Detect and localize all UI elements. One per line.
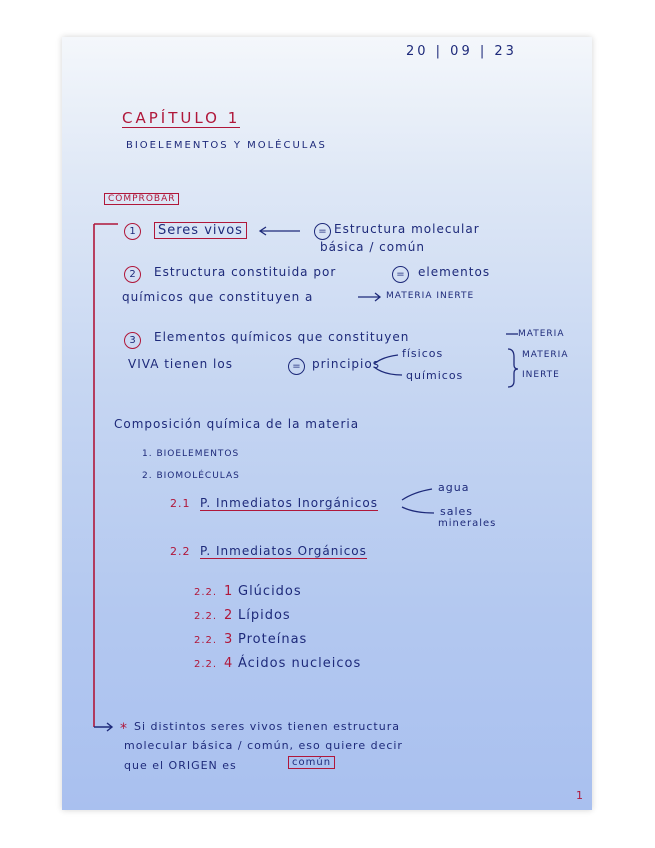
point-3-line2a: VIVA tienen los bbox=[128, 357, 233, 371]
seres-vivos-label: Seres vivos bbox=[154, 222, 247, 239]
point-3-line1: Elementos químicos que constituyen bbox=[154, 330, 410, 344]
proteinas-index: 3 bbox=[224, 632, 234, 647]
chapter-title: CAPÍTULO 1 bbox=[122, 109, 241, 127]
acidos-text: Ácidos nucleicos bbox=[238, 656, 362, 671]
proteinas-number: 2.2. bbox=[194, 635, 218, 646]
notebook-page bbox=[62, 37, 592, 810]
comprobar-label: COMPROBAR bbox=[104, 193, 179, 205]
point-1-number: 1 bbox=[124, 223, 141, 240]
point-2-line2a: químicos que constituyen a bbox=[122, 290, 314, 304]
glucidos-number: 2.2. bbox=[194, 587, 218, 598]
subitem-2-2-number: 2.2 bbox=[170, 545, 191, 558]
lipidos-index: 2 bbox=[224, 608, 234, 623]
date: 20 | 09 | 23 bbox=[406, 44, 517, 59]
agua-label: agua bbox=[438, 481, 470, 494]
minerales-label: minerales bbox=[438, 518, 497, 529]
note-comun-box: común bbox=[288, 756, 335, 769]
lipidos-text: Lípidos bbox=[238, 608, 291, 623]
point-1-text-line2: básica / común bbox=[320, 240, 426, 254]
point-3-line2b: principios bbox=[312, 357, 380, 371]
chapter-subtitle: BIOELEMENTOS Y MOLÉCULAS bbox=[126, 140, 327, 151]
point-3-number: 3 bbox=[124, 332, 141, 349]
composition-heading: Composición química de la materia bbox=[114, 417, 360, 431]
brace-inerte: INERTE bbox=[522, 370, 560, 380]
equal-symbol-2: = bbox=[392, 266, 409, 283]
note-line2: molecular básica / común, eso quiere decir bbox=[124, 739, 403, 752]
note-line3a: que el ORIGEN es bbox=[124, 759, 237, 772]
point-2-line1a: Estructura constituida por bbox=[154, 265, 337, 279]
acidos-index: 4 bbox=[224, 656, 234, 671]
quimicos-label: químicos bbox=[406, 369, 464, 382]
glucidos-text: Glúcidos bbox=[238, 584, 302, 599]
point-1-text-line1: Estructura molecular bbox=[334, 222, 480, 236]
equal-symbol-3: = bbox=[288, 358, 305, 375]
glucidos-index: 1 bbox=[224, 584, 234, 599]
proteinas-text: Proteínas bbox=[238, 632, 308, 647]
lipidos-number: 2.2. bbox=[194, 611, 218, 622]
sales-label: sales bbox=[440, 505, 474, 518]
equal-symbol-1: = bbox=[314, 223, 331, 240]
subitem-2-1-number: 2.1 bbox=[170, 497, 191, 510]
item-bioelementos: 1. BIOELEMENTOS bbox=[142, 449, 240, 459]
subitem-2-2-text: P. Inmediatos Orgánicos bbox=[200, 544, 367, 558]
brace-materia: MATERIA bbox=[522, 350, 569, 360]
point-2-number: 2 bbox=[124, 266, 141, 283]
acidos-number: 2.2. bbox=[194, 659, 218, 670]
item-biomoleculas: 2. BIOMOLÉCULAS bbox=[142, 471, 240, 481]
note-line1: Si distintos seres vivos tienen estructura bbox=[134, 720, 400, 733]
fisicos-label: físicos bbox=[402, 347, 444, 360]
page-number: 1 bbox=[576, 789, 584, 802]
point-3-materia: MATERIA bbox=[518, 329, 565, 339]
point-2-line1b: elementos bbox=[418, 265, 491, 279]
note-star: * bbox=[120, 721, 128, 737]
point-2-materia-inerte: MATERIA INERTE bbox=[386, 291, 475, 301]
subitem-2-1-text: P. Inmediatos Inorgánicos bbox=[200, 496, 378, 510]
